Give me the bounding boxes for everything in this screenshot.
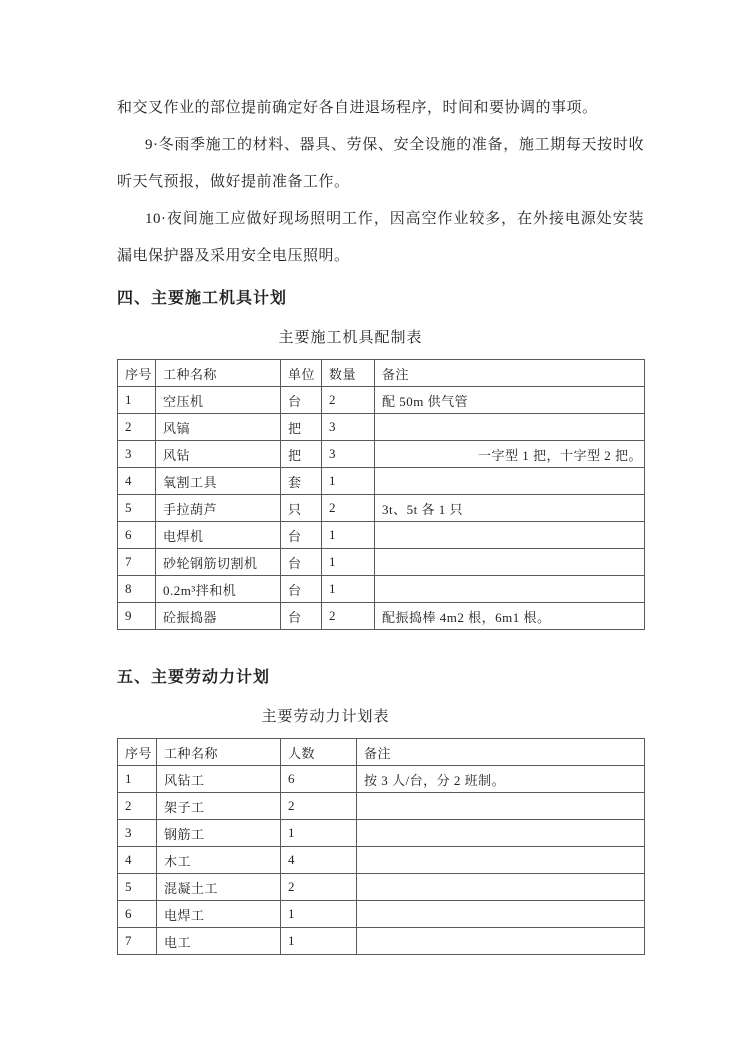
table-cell: 2 [322,387,375,414]
table-cell: 钢筋工 [157,820,281,847]
section-5-heading: 五、主要劳动力计划 [117,669,271,686]
table-cell: 按 3 人/台，分 2 班制。 [357,766,645,793]
table-cell [357,901,645,928]
table-cell: 5 [118,874,157,901]
table-cell [375,576,645,603]
table-cell: 5 [118,495,156,522]
table-cell: 2 [281,793,357,820]
table-cell: 1 [322,522,375,549]
table-cell: 6 [281,766,357,793]
table-row [118,441,645,468]
labor-section [117,660,644,955]
table-row [118,874,645,901]
table-cell: 配振捣棒 4m2 根，6m1 根。 [375,603,645,630]
table-cell: 3 [322,441,375,468]
table-row [118,549,645,576]
table-cell: 木工 [157,847,281,874]
table-cell: 电焊工 [157,901,281,928]
table-cell: 1 [322,576,375,603]
table-cell: 7 [118,928,157,955]
table-row [118,576,645,603]
table-cell: 把 [281,441,322,468]
paragraph-item-10: 10·夜间施工应做好现场照明工作，因高空作业较多，在外接电源处安装漏电保护器及采用安全电压照明。 [117,211,644,264]
table-cell: 3 [322,414,375,441]
table-cell: 配 50m 供气管 [375,387,645,414]
column-header: 序号 [118,739,157,766]
column-header: 序号 [118,360,156,387]
table-cell: 砼振捣器 [156,603,281,630]
table-cell [357,874,645,901]
table-cell: 1 [281,820,357,847]
table-cell [357,928,645,955]
table-cell: 电焊机 [156,522,281,549]
table-cell: 砂轮钢筋切割机 [156,549,281,576]
table-cell: 台 [281,576,322,603]
table-cell: 台 [281,522,322,549]
labor-table [117,738,645,955]
machinery-table [117,359,645,630]
table-cell [375,468,645,495]
machinery-table-title: 主要施工机具配制表 [278,330,423,346]
table-cell: 只 [281,495,322,522]
table-row [118,766,645,793]
table-row [118,603,645,630]
table-cell: 3 [118,441,156,468]
table-cell: 氧割工具 [156,468,281,495]
table-cell: 架子工 [157,793,281,820]
table-cell: 台 [281,549,322,576]
column-header: 人数 [281,739,357,766]
table-cell: 一字型 1 把，十字型 2 把。 [375,441,645,468]
table-row [118,495,645,522]
column-header: 工种名称 [157,739,281,766]
table-cell: 1 [322,549,375,576]
table-cell: 3t、5t 各 1 只 [375,495,645,522]
table-row [118,522,645,549]
table-cell [375,414,645,441]
table-cell: 台 [281,387,322,414]
table-cell: 台 [281,603,322,630]
table-row [118,901,645,928]
table-cell: 手拉葫芦 [156,495,281,522]
paragraph-item-9: 9·冬雨季施工的材料、器具、劳保、安全设施的准备，施工期每天按时收听天气预报，做好提前准备工作。 [117,137,644,190]
table-cell: 把 [281,414,322,441]
labor-table-title: 主要劳动力计划表 [261,709,390,725]
table-cell: 混凝土工 [157,874,281,901]
table-cell [375,522,645,549]
table-cell [357,793,645,820]
table-cell: 0.2m³拌和机 [156,576,281,603]
table-cell: 2 [118,414,156,441]
table-cell: 4 [118,468,156,495]
table-cell: 空压机 [156,387,281,414]
table-row [118,468,645,495]
table-row [118,820,645,847]
column-header: 数量 [322,360,375,387]
table-cell: 风钻工 [157,766,281,793]
table-cell: 1 [322,468,375,495]
paragraph-continuation: 和交叉作业的部位提前确定好各自进退场程序，时间和要协调的事项。 [117,100,598,116]
table-cell: 风钻 [156,441,281,468]
table-cell: 1 [281,928,357,955]
column-header: 备注 [357,739,645,766]
table-cell: 2 [118,793,157,820]
table-cell: 4 [118,847,157,874]
table-row [118,928,645,955]
column-header: 备注 [375,360,645,387]
column-header: 工种名称 [156,360,281,387]
section-4-heading: 四、主要施工机具计划 [117,290,288,307]
table-cell: 6 [118,901,157,928]
table-cell: 2 [281,874,357,901]
table-cell: 6 [118,522,156,549]
table-row [118,847,645,874]
table-cell: 电工 [157,928,281,955]
table-cell: 8 [118,576,156,603]
table-row [118,414,645,441]
table-cell: 1 [281,901,357,928]
table-cell: 1 [118,766,157,793]
table-cell: 风镐 [156,414,281,441]
table-row [118,387,645,414]
table-header-row [118,360,645,387]
table-cell [357,847,645,874]
table-cell: 9 [118,603,156,630]
table-row [118,793,645,820]
table-cell: 套 [281,468,322,495]
table-cell: 4 [281,847,357,874]
table-cell: 3 [118,820,157,847]
table-cell: 1 [118,387,156,414]
table-header-row [118,739,645,766]
column-header: 单位 [281,360,322,387]
table-cell [357,820,645,847]
table-cell [375,549,645,576]
table-cell: 7 [118,549,156,576]
table-cell: 2 [322,603,375,630]
table-cell: 2 [322,495,375,522]
